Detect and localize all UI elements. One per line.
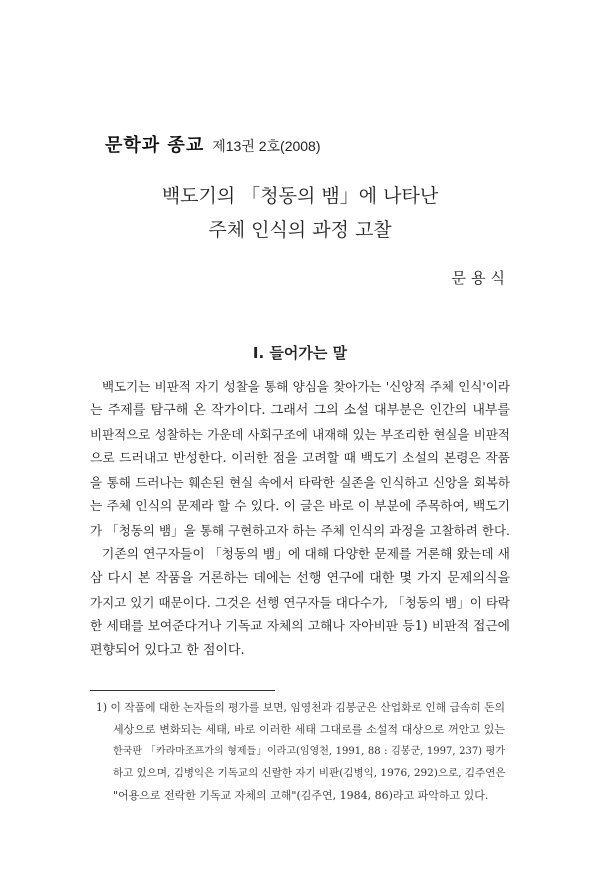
body-line: 을 통해 드러나는 훼손된 현실 속에서 타락한 실존을 인식하고 신앙을 회복하: [90, 475, 510, 490]
footnote-line: "어용으로 전락한 기독교 자체의 고해"(김주연, 1984, 86)라고 파악하고 있다.: [113, 789, 489, 802]
body-line: 는 주체 인식의 문제라 할 수 있다. 이 글은 바로 이 부분에 주목하여, 백도기: [90, 499, 510, 514]
body-line: 백도기는 비판적 자기 성찰을 통해 양심을 찾아가는 '신앙적 주체 인식'이라: [102, 379, 510, 394]
body-line: 으로 드러내고 반성한다. 이러한 점을 고려할 때 백도기 소설의 본령은 작품: [90, 451, 510, 466]
footnote-line: 1) 이 작품에 대한 논자들의 평가를 보면, 임영천과 김봉군은 산업화로 인해 급속히 돈의: [96, 701, 505, 714]
journal-header: [105, 131, 321, 157]
body-line: 가 「청동의 뱀」을 통해 구현하고자 하는 주체 인식의 과정을 고찰하려 한다.: [90, 523, 510, 538]
footnote-divider: [90, 690, 275, 691]
journal-issue: 제13권 2호(2008): [212, 138, 321, 154]
footnote-line: 세상으로 변화되는 세태, 바로 이러한 세태 그대로를 소설적 대상으로 꺼안고 있는: [113, 723, 505, 736]
journal-logo: 문학과 종교: [105, 135, 205, 156]
body-line: 는 주제를 탐구해 온 작가이다. 그래서 그의 소설 대부분은 인간의 내부를: [90, 403, 510, 418]
body-line: 편향되어 있다고 한 점이다.: [90, 643, 245, 658]
author-name: 문용식: [451, 269, 510, 287]
section-heading: Ⅰ. 들어가는 말: [252, 344, 348, 362]
article-title-line-2: 주체 인식의 과정 고찰: [208, 219, 392, 241]
footnote-line: 하고 있으며, 김병익은 기독교의 신랄한 자기 비판(김병익, 1976, 292)으로, 김주연은: [113, 767, 506, 779]
article-title-line-1: 백도기의 「청동의 뱀」에 나타난: [161, 185, 439, 207]
body-line: 한 세태를 보여준다거나 기독교 자체의 고해나 자아비판 등1) 비판적 접근에: [90, 619, 510, 634]
body-line: 비판적으로 성찰하는 가운데 사회구조에 내재해 있는 부조리한 현실을 비판적: [90, 427, 510, 442]
body-line: 삼 다시 본 작품을 거론하는 데에는 선행 연구에 대한 몇 가지 문제의식을: [90, 571, 510, 586]
body-line: 가지고 있기 때문이다. 그것은 선행 연구자들 대다수가, 「청동의 뱀」이 타락: [90, 595, 510, 610]
footnote-line: 한국판 「카라마조프가의 형제들」이라고(임영천, 1991, 88 : 김봉군, 1997, 237) 평가: [113, 746, 505, 757]
body-line: 기존의 연구자들이 「청동의 뱀」에 대해 다양한 문제를 거론해 왔는데 새: [102, 547, 510, 562]
